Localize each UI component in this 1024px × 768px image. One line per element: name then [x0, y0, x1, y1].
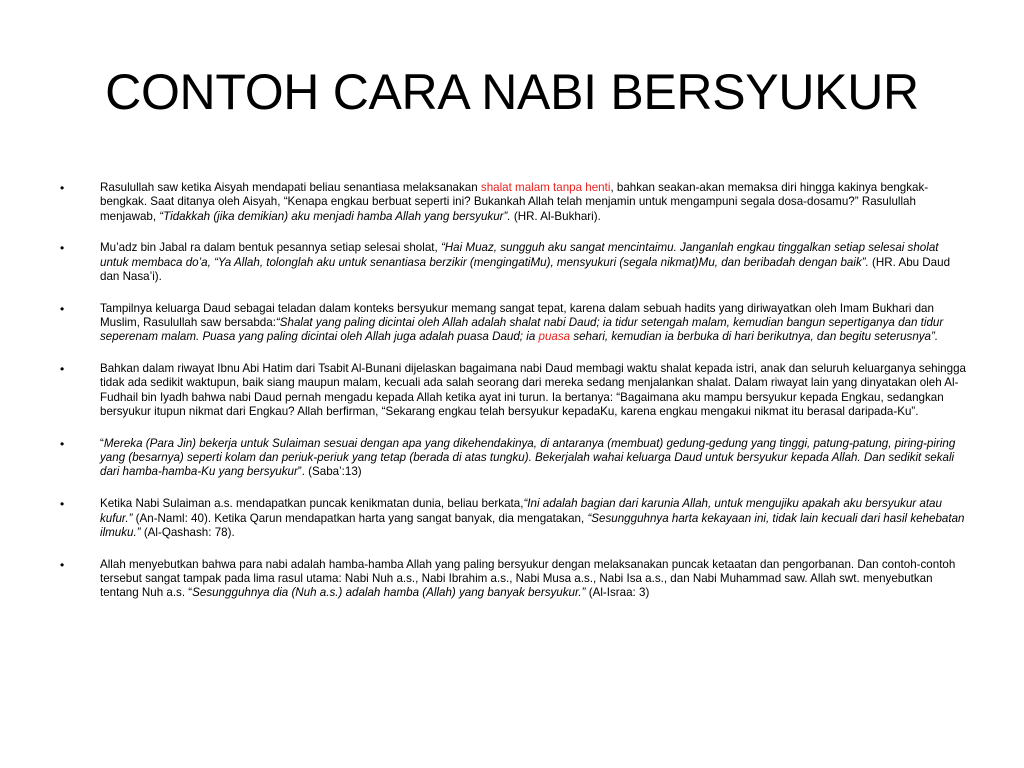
bullet-text: Rasulullah saw ketika Aisyah mendapati beliau senantiasa melaksanakan [100, 181, 481, 194]
bullet-point-icon: • [60, 557, 65, 572]
bullet-text: (An-Naml: 40). Ketika Qarun mendapatkan harta yang sangat banyak, dia mengatakan, [132, 511, 588, 525]
bullet-item [60, 302, 968, 345]
bullet-item [60, 181, 968, 224]
bullet-point-icon: • [60, 497, 65, 512]
bullet-item [60, 497, 968, 540]
bullet-text: Tampilnya keluarga Daud sebagai teladan dalam konteks bersyukur memang sangat tepat, karena dalam sebuah hadits yang diriwayatkan oleh Imam Bukhari dan Muslim, Rasulullah saw bersabda: [100, 301, 934, 330]
bullet-item [60, 241, 968, 284]
citation-text: (HR. Al-Bukhari). [510, 209, 601, 223]
quote-text: “Ini adalah bagian dari karunia Allah, untuk mengujiku apakah aku bersyukur atau kufur.” [100, 497, 942, 525]
quote-text: “Hai Muaz, sungguh aku sangat mencintaimu. Janganlah engkau tinggalkan setiap selesai sholat untuk membaca do’a, “Ya Allah, tolonglah aku untuk senantiasa berzikir (mengingatiMu), mensyukuri (segala nikmat)Mu, dan beribadah dengan baik”. [100, 241, 939, 269]
bullet-text: Ketika Nabi Sulaiman a.s. mendapatkan puncak kenikmatan dunia, beliau berkata, [100, 497, 524, 511]
highlighted-text: shalat malam tanpa henti [480, 181, 611, 194]
quote-text: “Shalat yang paling dicintai oleh Allah adalah shalat nabi Daud; ia tidur setengah malam, kemudian bangun sepertiganya dan tidur seperenam malam. Puasa yang paling dicintai oleh Allah juga adalah puasa Daud; ia [100, 316, 944, 344]
bullet-item [60, 558, 968, 601]
bullet-item [60, 362, 968, 419]
quote-text: “Sesungguhnya harta kekayaan ini, tidak lain kecuali dari hasil kehebatan ilmuku.” [100, 511, 965, 539]
bullet-point-icon: • [60, 301, 65, 316]
quote-text: Mereka (Para Jin) bekerja untuk Sulaiman sesuai dengan apa yang dikehendakinya, di antaranya (membuat) gedung-gedung yang tinggi, patung-patung, piring-piring yang (besarnya) seperti kolam dan periuk-periuk yang tetap (berada di atas tungku). Bekerjalah wahai keluarga Daud untuk bersyukur kepada Allah. Dan sedikit sekali dari hamba-hamba-Ku yang bersyukur [100, 436, 956, 479]
highlighted-text: puasa [538, 330, 571, 344]
bullet-point-icon: • [60, 362, 65, 377]
bullet-point-icon: • [60, 241, 65, 256]
citation-text: (Al-Israa: 3) [585, 586, 650, 600]
quote-text: Sesungguhnya dia (Nuh a.s.) adalah hamba (Allah) yang banyak bersyukur.” [192, 586, 586, 600]
slide-title: CONTOH CARA NABI BERSYUKUR [105, 64, 919, 120]
bullet-item [60, 437, 968, 480]
quote-text: sehari, kemudian ia berbuka di hari berikutnya, dan begitu seterusnya”. [570, 330, 939, 344]
bullet-list [60, 181, 968, 618]
bullet-text: Bahkan dalam riwayat Ibnu Abi Hatim dari Tsabit Al-Bunani dijelaskan bagaimana nabi Daud membagi waktu shalat kepada istri, anak dan seluruh keluarganya sehingga tidak ada sedikit waktupun, baik siang maupun malam, kecuali ada salah seorang dari mereka sedang menjalankan shalat. Dalam riwayat lain yang dinyatakan oleh Al-Fudhail bin Iyadh bahwa nabi Daud pernah mengadu kepada Allah ketika ayat ini turun. Ia bertanya: “Bagaimana aku mampu bersyukur kepada Engkau, sedangkan bersyukur itupun nikmat dari Engkau? Allah berfirman, “Sekarang engkau telah bersyukur kepadaKu, karena engkau mengakui nikmat itu berasal daripada-Ku”. [100, 362, 966, 419]
bullet-point-icon: • [60, 436, 65, 451]
bullet-point-icon: • [60, 181, 65, 195]
citation-text: (Al-Qashash: 78). [140, 525, 235, 539]
bullet-text: Allah menyebutkan bahwa para nabi adalah hamba-hamba Allah yang paling bersyukur dengan melaksanakan puncak ketaatan dan pengorbanan. Dan contoh-contoh tersebut sangat tampak pada lima rasul utama: Nabi Nuh a.s., Nabi Ibrahim a.s., Nabi Musa a.s., Nabi Isa a.s., dan Nabi Muhammad saw. Allah swt. menyebutkan tentang Nuh a.s. “ [100, 557, 956, 600]
bullet-text: Mu’adz bin Jabal ra dalam bentuk pesannya setiap selesai sholat, [100, 241, 441, 255]
citation-text: (HR. Abu Daud dan Nasa’i). [100, 255, 951, 283]
bullet-text: “ [100, 436, 104, 450]
bullet-text: , bahkan seakan-akan memaksa diri hingga kakinya bengkak-bengkak. Saat ditanya oleh Aisyah, “Kenapa engkau berbuat seperti ini? Bukankah Allah telah menjamin untuk mengampuni segala dosa-dosamu?” Rasulullah menjawab, [100, 181, 929, 223]
quote-text: “Tidakkah (jika demikian) aku menjadi hamba Allah yang bersyukur”. [159, 209, 511, 223]
citation-text: ”. (Saba’:13) [297, 465, 362, 479]
